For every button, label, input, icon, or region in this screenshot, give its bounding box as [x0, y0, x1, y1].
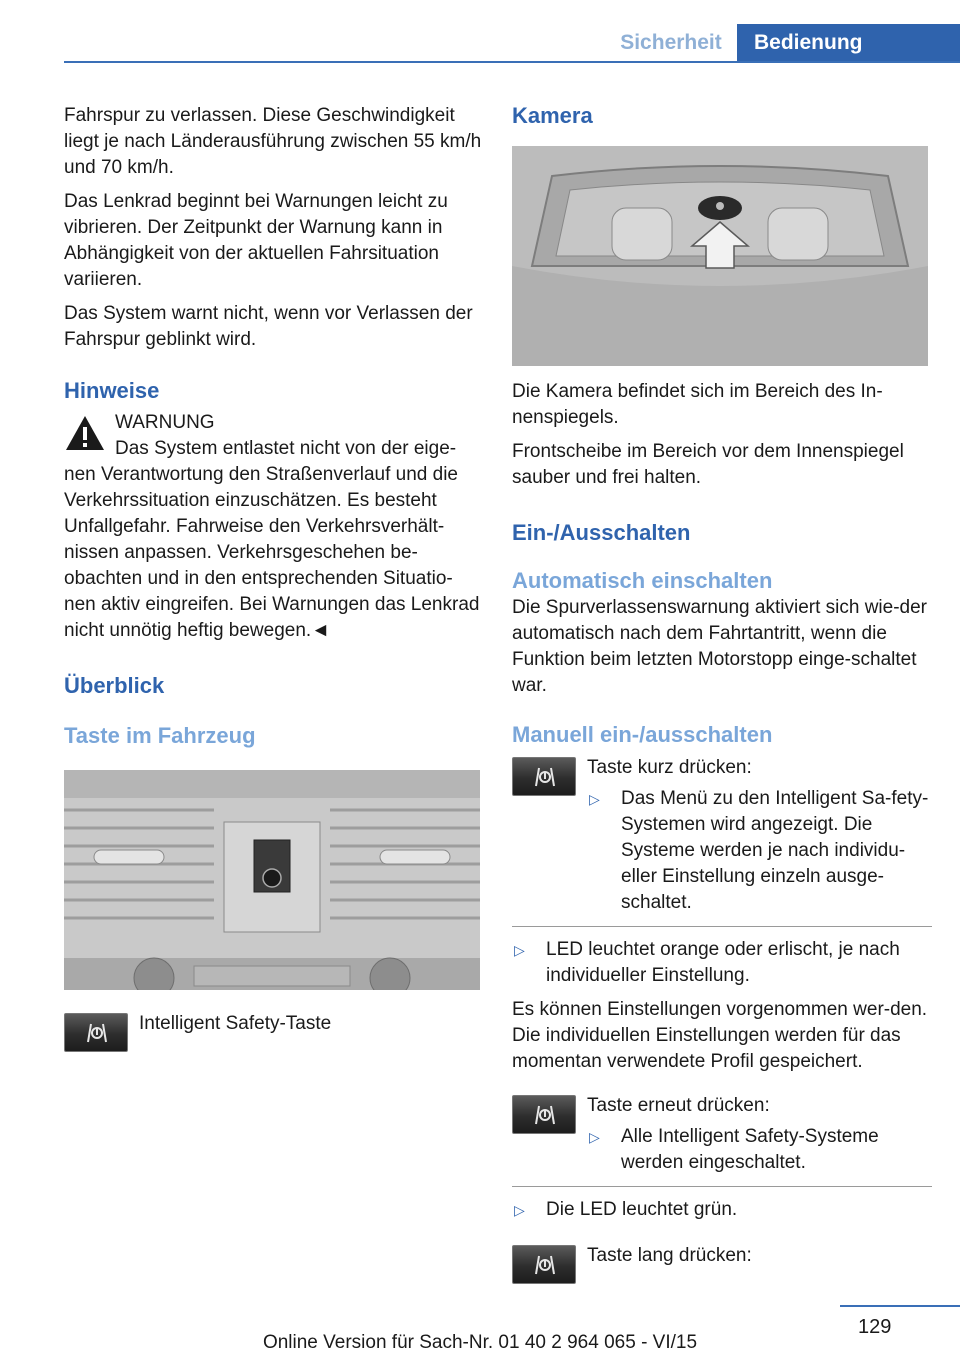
bullet-list: [512, 1197, 932, 1223]
bullet-list: [587, 1124, 932, 1176]
footer-text: Online Version für Sach-Nr. 01 40 2 964 065 - VI/15: [262, 1332, 698, 1353]
key-text-block: [587, 757, 932, 916]
triangle-bullet-icon: ▷: [589, 791, 600, 807]
windshield-illustration: [512, 146, 928, 366]
paragraph: Die Spurverlassenswarnung aktiviert sich wie-der automatisch nach dem Fahrtantritt, wenn die Funktion beim letzten Motorstopp einge-schaltet war.: [512, 597, 928, 696]
key-row-kurz: [512, 757, 932, 916]
intelligent-safety-button: [512, 757, 576, 796]
intelligent-safety-icon: [85, 1021, 109, 1045]
heading-automatisch-einschalten: Automatisch einschalten: [512, 568, 773, 593]
heading-ein-ausschalten: Ein-/Ausschalten: [512, 520, 691, 545]
key-instruction: Taste erneut drücken:: [587, 1095, 770, 1116]
right-column: [512, 100, 932, 1284]
paragraph: Frontscheibe im Bereich vor dem Innenspiegel sauber und frei halten.: [512, 441, 904, 488]
list-item: ▷ Alle Intelligent Safety-Systeme werden eingeschaltet.: [589, 1126, 879, 1173]
key-instruction: Taste kurz drücken:: [587, 757, 752, 778]
heading-kamera: Kamera: [512, 103, 593, 128]
tab-sicherheit[interactable]: Sicherheit: [620, 31, 722, 54]
footer-rule: [840, 1305, 960, 1307]
intelligent-safety-button: [512, 1095, 576, 1134]
bullet-list: [587, 786, 932, 916]
key-row-lang: [512, 1245, 932, 1284]
tab-bedienung[interactable]: Bedienung: [737, 24, 960, 62]
warning-text-first: Das System entlastet nicht von der eige-: [115, 438, 457, 459]
dashboard-button-photo: [64, 770, 480, 990]
list-item: ▷ LED leuchtet orange oder erlischt, je nach individueller Einstellung.: [514, 939, 900, 986]
triangle-bullet-icon: ▷: [514, 1202, 525, 1218]
header-rule: [64, 61, 960, 63]
dashboard-illustration: [64, 770, 480, 990]
heading-ueberblick: Überblick: [64, 673, 165, 698]
paragraph: Fahrspur zu verlassen. Diese Geschwindigkeit liegt je nach Länderausführung zwischen 55 km/h und 70 km/h.: [64, 105, 482, 178]
intelligent-safety-button: [512, 1245, 576, 1284]
key-legend: [64, 1013, 482, 1052]
warning-triangle-icon: [64, 414, 106, 452]
triangle-bullet-icon: ▷: [514, 942, 525, 958]
heading-manuell: Manuell ein-/ausschalten: [512, 722, 773, 747]
paragraph: Die Kamera befindet sich im Bereich des In-nenspiegels.: [512, 381, 883, 428]
list-item: ▷ Das Menü zu den Intelligent Sa-fety-Systemen wird angezeigt. Die Systeme werden je nach individu-eller Einstellung einzeln ausge-schaltet.: [589, 788, 929, 913]
key-row-erneut: [512, 1095, 932, 1176]
left-column: [64, 100, 482, 1052]
key-instruction: Taste lang drücken:: [587, 1245, 752, 1266]
heading-taste-im-fahrzeug: Taste im Fahrzeug: [64, 723, 256, 748]
camera-photo: [512, 146, 928, 366]
key-label: Intelligent Safety-Taste: [139, 1013, 332, 1034]
intelligent-safety-icon: [533, 765, 557, 789]
intelligent-safety-button: [64, 1013, 128, 1052]
page-number: 129: [858, 1316, 892, 1338]
triangle-bullet-icon: ▷: [589, 1129, 600, 1145]
divider: [512, 1186, 932, 1187]
intelligent-safety-icon: [533, 1253, 557, 1277]
paragraph: Es können Einstellungen vorgenommen wer-den. Die individuellen Einstellungen werden für das momentan verwendete Profil gespeichert.: [512, 999, 928, 1072]
warning-title: WARNUNG: [115, 412, 215, 433]
intelligent-safety-icon: [533, 1103, 557, 1127]
bullet-list: [512, 937, 932, 989]
heading-hinweise: Hinweise: [64, 378, 160, 403]
paragraph: Das System warnt nicht, wenn vor Verlassen der Fahrspur geblinkt wird.: [64, 303, 473, 350]
divider: [512, 926, 932, 927]
list-item: ▷ Die LED leuchtet grün.: [512, 1197, 932, 1223]
warning-block: [64, 410, 482, 644]
key-text-block: [587, 1095, 932, 1176]
warning-text: nen Verantwortung den Straßenverlauf und die Verkehrssituation einzuschätzen. Es besteht Unfallgefahr. Fahrweise den Verkehrsverhält-nissen anpassen. Verkehrsgeschehen be-obachten und in den entsprechenden Situatio-nen aktiv eingreifen. Bei Warnungen das Lenkrad nicht unnötig heftig bewegen.◄: [64, 464, 480, 641]
paragraph: Das Lenkrad beginnt bei Warnungen leicht zu vibrieren. Der Zeitpunkt der Warnung kann in Abhängigkeit von der aktuellen Fahrsituation variieren.: [64, 191, 448, 290]
